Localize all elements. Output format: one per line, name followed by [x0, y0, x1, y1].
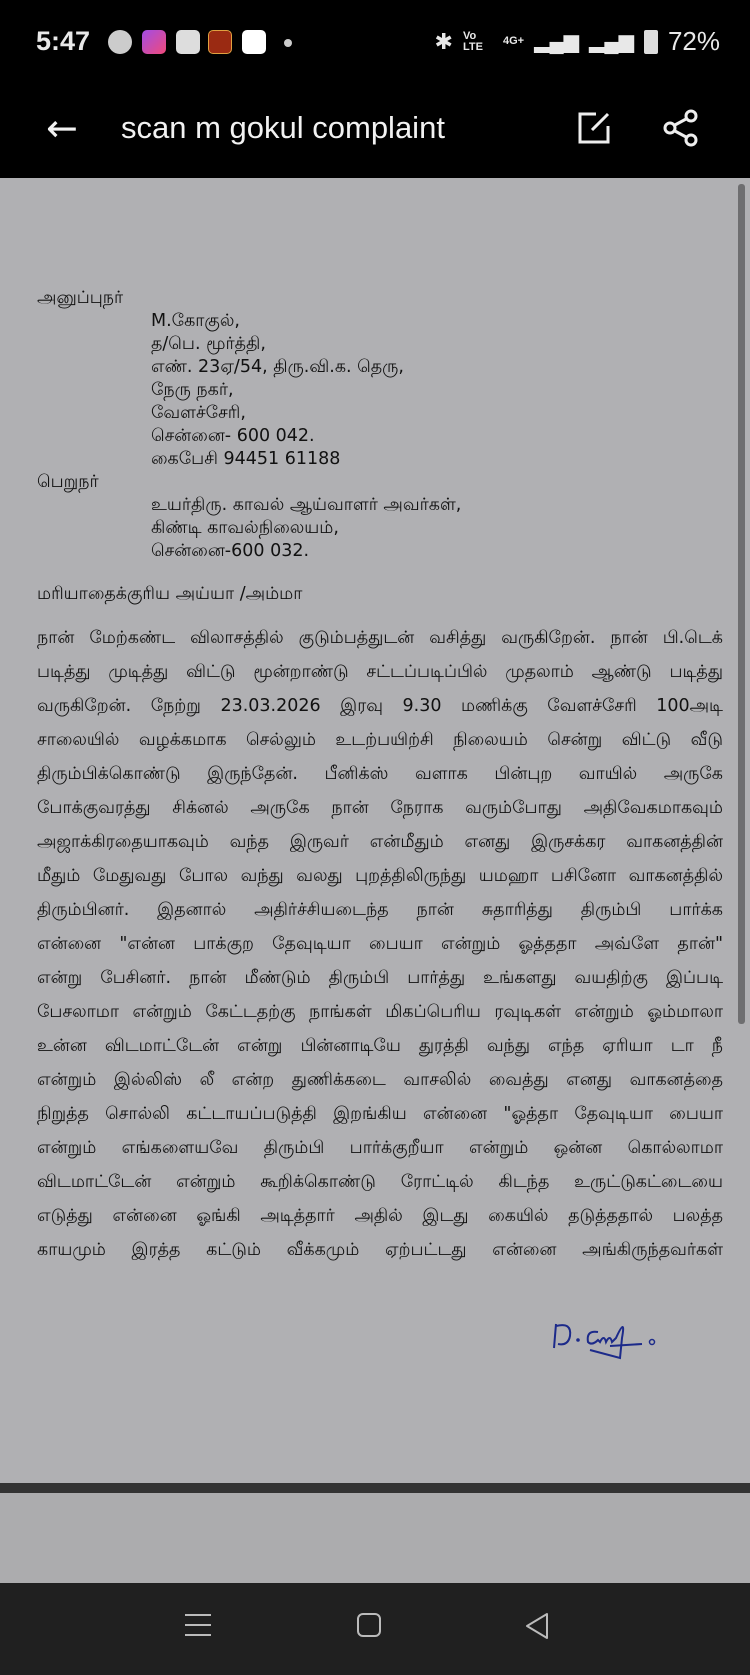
battery-percent: 72%: [667, 26, 720, 56]
game-app-icon: [208, 30, 232, 54]
back-arrow-icon[interactable]: ←: [46, 106, 78, 150]
body-line: நான் மேற்கண்ட விலாசத்தில் குடும்பத்துடன் வசித்து வருகிறேன். நான் பி.டெக்: [37, 628, 723, 648]
to-line: உயர்திரு. காவல் ஆய்வாளர் அவர்கள்,: [151, 495, 462, 515]
giga-icon: [242, 30, 266, 54]
battery-icon: [644, 30, 658, 54]
bluetooth-icon: ✱: [434, 28, 453, 54]
edit-icon[interactable]: [576, 110, 612, 146]
from-line: எண். 23ஏ/54, திரு.வி.க. தெரு,: [151, 357, 404, 377]
signal-icon-2: ▂▄▆: [589, 31, 634, 53]
body-line: அஜாக்கிரதையாகவும் வந்த இருவர் என்மீதும் எனது இருசக்கர வாகனத்தின்: [37, 832, 723, 852]
share-icon[interactable]: [662, 108, 700, 148]
volte-indicator: Vo LTE: [462, 29, 483, 53]
body-line: காயமும் இரத்த கட்டும் வீக்கமும் ஏற்பட்டது என்னை அங்கிருந்தவர்கள்: [37, 1240, 723, 1260]
navigation-bar: [0, 1583, 750, 1675]
from-label: அனுப்புநர்: [37, 288, 124, 308]
youtube-icon: [176, 30, 200, 54]
body-line: வருகிறேன். நேற்று 23.03.2026 இரவு 9.30 மணிக்கு வேளச்சேரி 100அடி: [37, 696, 723, 716]
menu-icon[interactable]: [185, 1614, 211, 1636]
status-time: 5:47: [36, 26, 91, 56]
signal-icon: ▂▄▆: [534, 31, 580, 53]
chat-icon: [108, 30, 132, 54]
dot-icon: [284, 39, 292, 47]
body-line: திரும்பிக்கொண்டு இருந்தேன். பீனிக்ஸ் வளாக பின்புற வாயில் அருகே: [37, 764, 723, 784]
app-header: [0, 86, 750, 178]
body-line: எடுத்து என்னை ஓங்கி அடித்தார் அதில் இடது கையில் தடுத்ததால் பலத்த: [37, 1206, 723, 1226]
from-line: வேளச்சேரி,: [151, 403, 246, 423]
system-indicators: [435, 26, 720, 57]
signature: [550, 1318, 670, 1368]
to-label: பெறுநர்: [37, 472, 99, 492]
document-title: scan m gokul complaint: [121, 110, 445, 145]
body-line: விடமாட்டேன் என்றும் கூறிக்கொண்டு ரோட்டில் கிடந்த உருட்டுகட்டையை: [37, 1172, 723, 1192]
from-line: கைபேசி 94451 61188: [151, 449, 341, 469]
to-line: சென்னை-600 032.: [151, 541, 310, 561]
home-icon[interactable]: [357, 1613, 381, 1637]
from-line: நேரு நகர்,: [151, 380, 234, 400]
body-line: போக்குவரத்து சிக்னல் அருகே நான் நேராக வரும்போது அதிவேகமாகவும்: [37, 798, 723, 818]
document-page[interactable]: [0, 178, 750, 1483]
body-line: பேசலாமா என்றும் கேட்டதற்கு நாங்கள் மிகப்பெரிய ரவுடிகள் என்றும் ஓம்மாலா: [37, 1002, 723, 1022]
from-line: சென்னை- 600 042.: [151, 426, 315, 446]
salutation: மரியாதைக்குரிய அய்யா /அம்மா: [37, 584, 303, 604]
body-line: சாலையில் வழக்கமாக செல்லும் உடற்பயிற்சி நிலையம் சென்று விட்டு வீடு: [37, 730, 723, 750]
body-line: படித்து முடித்து விட்டு மூன்றாண்டு சட்டப்படிப்பில் முதலாம் ஆண்டு படித்து: [37, 662, 723, 682]
page-divider: [0, 1483, 750, 1493]
body-line: என்றும் இல்லிஸ் லீ என்ற துணிக்கடை வாசலில் வைத்து எனது வாகனத்தை: [37, 1070, 723, 1090]
from-line: த/பெ. மூர்த்தி,: [151, 334, 266, 354]
body-line: என்றும் எங்களையவே திரும்பி பார்க்குறீயா என்றும் ஒன்ன கொல்லாமா: [37, 1138, 723, 1158]
body-line: உன்ன விடமாட்டேன் என்று பின்னாடியே துரத்தி வந்து எந்த ஏரியா டா நீ: [37, 1036, 723, 1056]
body-line: என்னை "என்ன பாக்குற தேவுடியா பையா என்றும் ஓத்ததா அவ்ளே தான்": [37, 934, 723, 954]
from-line: M.கோகுல்,: [151, 311, 240, 331]
body-line: மீதும் மேதுவது போல வந்து வலது புறத்திலிருந்து யமஹா பசினோ வாகனத்தில்: [37, 866, 723, 886]
body-line: நிறுத்த சொல்லி கட்டாயப்படுத்தி இறங்கிய என்னை "ஓத்தா தேவுடியா பையா: [37, 1104, 723, 1124]
network-type: 4G+: [502, 35, 525, 47]
status-bar: [0, 0, 750, 86]
star-app-icon: [142, 30, 166, 54]
scrollbar[interactable]: [738, 184, 745, 1024]
next-page: [0, 1493, 750, 1583]
body-line: திரும்பினர். இதனால் அதிர்ச்சியடைந்த நான் சுதாரித்து திரும்பி பார்க்க: [37, 900, 723, 920]
to-line: கிண்டி காவல்நிலையம்,: [151, 518, 339, 538]
back-icon[interactable]: [524, 1611, 550, 1641]
body-line: என்று பேசினர். நான் மீண்டும் திரும்பி பார்த்து உங்களது வயதிற்கு இப்படி: [37, 968, 723, 988]
